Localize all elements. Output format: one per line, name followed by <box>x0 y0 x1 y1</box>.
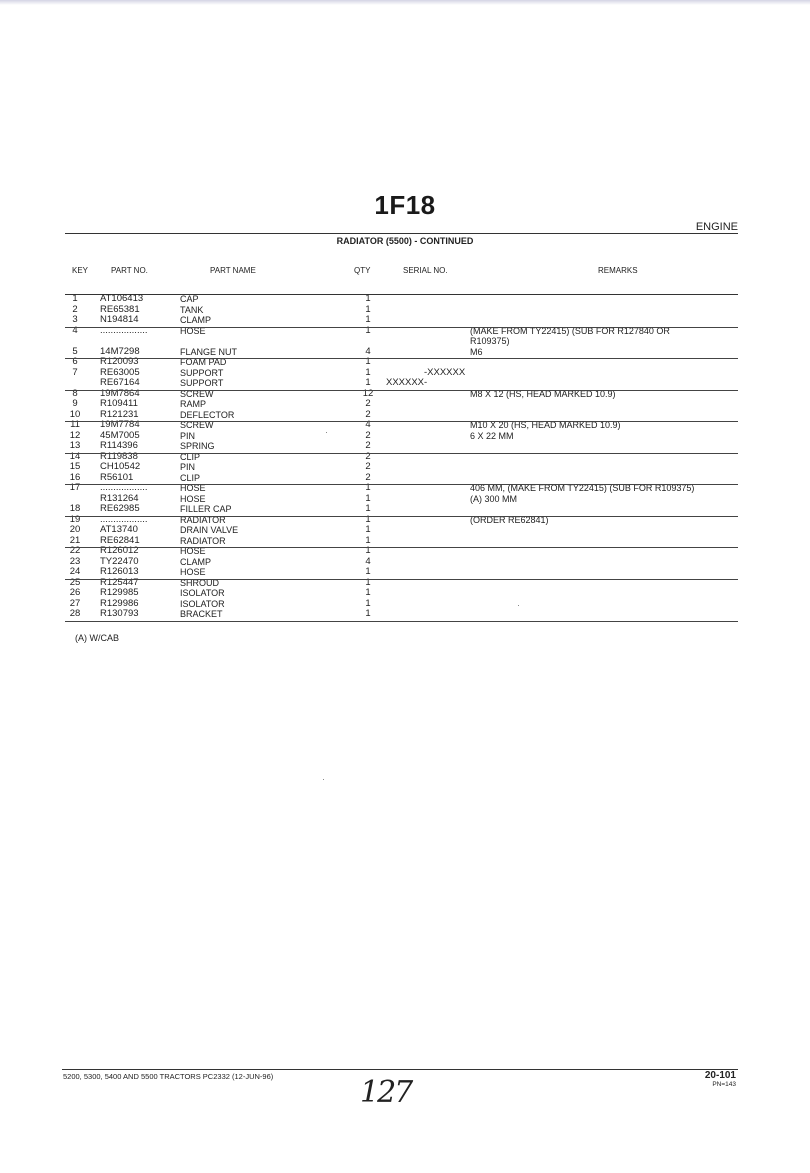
footnote: (A) W/CAB <box>75 633 119 643</box>
scan-speck <box>326 432 327 433</box>
row-part-name: SCREW <box>180 420 214 430</box>
row-part-name: RADIATOR <box>180 535 226 546</box>
row-qty: 2 <box>365 461 371 472</box>
row-part-no: AT13740 <box>100 524 138 535</box>
row-part-name: CLIP <box>180 472 201 483</box>
footer-model-info: 5200, 5300, 5400 AND 5500 TRACTORS PC2332 (12-JUN-96) <box>63 1072 274 1081</box>
row-part-name: SUPPORT <box>180 378 224 388</box>
row-part-no: .................. <box>100 482 148 493</box>
row-qty: 1 <box>365 513 371 525</box>
row-part-name: ISOLATOR <box>180 598 225 609</box>
row-part-no: RE67164 <box>100 377 140 388</box>
section-label: ENGINE <box>695 221 738 233</box>
row-qty: 1 <box>365 608 371 619</box>
row-part-no: R129986 <box>100 597 139 609</box>
row-remarks: R109375) <box>470 336 510 346</box>
row-key: 12 <box>69 429 81 441</box>
row-remarks: (ORDER RE62841) <box>470 514 549 525</box>
row-part-name: HOSE <box>180 546 206 556</box>
scan-speck <box>323 779 324 780</box>
row-qty: 1 <box>365 576 371 588</box>
row-key: 3 <box>72 314 78 325</box>
row-key: 7 <box>72 366 78 378</box>
table-row <box>0 567 810 578</box>
row-part-name: HOSE <box>180 483 206 493</box>
row-key: 15 <box>69 461 81 472</box>
row-key: 19 <box>69 513 81 525</box>
row-remarks: 6 X 22 MM <box>470 430 514 441</box>
row-key: 25 <box>69 576 81 588</box>
handwritten-page-number: 127 <box>360 1075 412 1110</box>
table-row <box>0 588 810 599</box>
row-qty: 1 <box>365 324 371 336</box>
row-part-no: R109411 <box>100 398 138 409</box>
group-divider <box>65 421 738 422</box>
row-key: 22 <box>69 545 81 556</box>
row-remarks: (A) 300 MM <box>470 493 518 504</box>
table-row <box>0 336 810 347</box>
row-remarks: M6 <box>470 346 483 357</box>
row-part-name: TANK <box>180 304 204 315</box>
row-part-name: FILLER CAP <box>180 504 232 514</box>
header-rule <box>65 233 738 234</box>
row-part-name: CLAMP <box>180 556 212 567</box>
row-part-no: R120093 <box>100 356 139 367</box>
row-part-name: RADIATOR <box>180 514 226 525</box>
row-part-no: R56101 <box>100 471 134 483</box>
row-qty: 2 <box>365 398 371 409</box>
row-key: 20 <box>69 524 81 535</box>
table-row <box>0 609 810 620</box>
row-part-no: R129985 <box>100 587 139 598</box>
row-part-no: 19M7784 <box>100 419 140 430</box>
row-part-no: R125447 <box>100 576 139 588</box>
row-part-no: 45M7005 <box>100 429 140 441</box>
row-part-no: R114396 <box>100 440 138 451</box>
row-part-no: R121231 <box>100 408 139 420</box>
row-part-no: R126013 <box>100 566 139 577</box>
row-part-name: CLAMP <box>180 315 212 325</box>
row-remarks: 406 MM, (MAKE FROM TY22415) (SUB FOR R109375) <box>470 483 695 493</box>
row-key: 9 <box>72 398 78 409</box>
row-part-name: BRACKET <box>180 609 223 619</box>
row-part-name: DRAIN VALVE <box>180 525 239 535</box>
row-part-no: 14M7298 <box>100 345 140 357</box>
row-key: 5 <box>72 345 78 357</box>
group-divider <box>65 621 738 622</box>
row-part-no: R119838 <box>100 450 138 462</box>
pn-number: PN=143 <box>712 1081 736 1088</box>
row-qty: 1 <box>365 482 371 493</box>
row-key: 23 <box>69 555 81 567</box>
row-qty: 4 <box>365 419 371 430</box>
row-qty: 12 <box>362 387 374 399</box>
row-part-name: SPRING <box>180 441 215 451</box>
row-part-no: RE65381 <box>100 303 140 315</box>
row-part-name: PIN <box>180 430 196 441</box>
col-header-part-name: PART NAME <box>210 266 256 275</box>
group-divider <box>65 547 738 548</box>
row-qty: 1 <box>365 377 371 388</box>
row-part-name: FOAM PAD <box>180 357 227 367</box>
table-row <box>0 441 810 452</box>
scan-edge <box>0 0 810 5</box>
row-qty: 1 <box>365 534 371 546</box>
col-header-key: KEY <box>72 266 89 275</box>
row-key: 2 <box>72 303 78 315</box>
group-divider <box>65 579 738 580</box>
table-row <box>0 378 810 389</box>
row-part-no: R130793 <box>100 608 139 619</box>
col-header-serial-no: SERIAL NO. <box>403 266 448 275</box>
table-row <box>0 504 810 515</box>
row-key: 18 <box>69 503 81 514</box>
table-row <box>0 294 810 305</box>
row-part-no: 19M7864 <box>100 387 140 399</box>
row-part-no: AT106413 <box>100 293 144 304</box>
row-part-name: HOSE <box>180 493 206 504</box>
row-key: 24 <box>69 566 81 577</box>
col-header-qty: QTY <box>354 266 371 275</box>
row-qty: 2 <box>365 408 371 420</box>
table-row <box>0 399 810 410</box>
row-part-name: RAMP <box>180 399 207 409</box>
row-key: 11 <box>70 419 80 430</box>
row-key: 1 <box>72 293 78 304</box>
row-key: 14 <box>69 450 81 462</box>
row-part-name: SHROUD <box>180 577 220 588</box>
row-part-no: R131264 <box>100 492 139 504</box>
col-header-part-no: PART NO. <box>111 266 148 275</box>
row-qty: 1 <box>365 492 371 504</box>
row-part-name: HOSE <box>180 567 206 577</box>
row-qty: 2 <box>365 471 371 483</box>
table-subtitle: RADIATOR (5500) - CONTINUED <box>336 236 474 246</box>
group-divider <box>65 390 738 391</box>
scan-speck <box>518 605 519 606</box>
row-key: 26 <box>69 587 81 598</box>
row-qty: 4 <box>365 555 371 567</box>
row-qty: 1 <box>365 303 371 315</box>
page-number: 20-101 <box>704 1070 736 1081</box>
row-qty: 2 <box>365 440 371 451</box>
row-part-no: TY22470 <box>100 555 139 567</box>
row-remarks: M8 X 12 (HS, HEAD MARKED 10.9) <box>470 388 616 399</box>
row-key: 10 <box>69 408 81 420</box>
row-part-no: .................. <box>100 513 148 525</box>
row-key: 4 <box>72 324 78 336</box>
row-part-name: CAP <box>180 294 199 304</box>
row-qty: 1 <box>365 366 371 378</box>
row-qty: 1 <box>365 356 371 367</box>
row-part-name: CLIP <box>180 451 201 462</box>
table-row <box>0 315 810 326</box>
row-part-no: RE63005 <box>100 366 140 378</box>
row-qty: 1 <box>365 314 371 325</box>
row-part-no: .................. <box>100 324 148 336</box>
row-key: 6 <box>72 356 78 367</box>
table-row <box>0 462 810 473</box>
group-divider <box>65 516 738 517</box>
row-key: 16 <box>69 471 81 483</box>
row-qty: 1 <box>365 597 371 609</box>
group-divider <box>65 358 738 359</box>
row-remarks: M10 X 20 (HS, HEAD MARKED 10.9) <box>470 420 621 430</box>
row-serial-no: XXXXXX- <box>386 377 428 388</box>
page-title: 1F18 <box>374 190 436 220</box>
footer-rule <box>62 1069 738 1070</box>
row-part-name: DEFLECTOR <box>180 409 235 420</box>
row-qty: 1 <box>365 566 371 577</box>
table-row <box>0 525 810 536</box>
row-remarks: (MAKE FROM TY22415) (SUB FOR R127840 OR <box>470 325 670 336</box>
row-qty: 2 <box>365 450 371 462</box>
row-qty: 2 <box>365 429 371 441</box>
row-key: 28 <box>69 608 81 619</box>
row-part-name: FLANGE NUT <box>180 346 238 357</box>
row-qty: 1 <box>365 587 371 598</box>
row-qty: 4 <box>365 345 371 357</box>
row-qty: 1 <box>365 293 371 304</box>
row-qty: 1 <box>365 545 371 556</box>
row-key: 27 <box>69 597 81 609</box>
row-part-no: RE62985 <box>100 503 140 514</box>
row-key: 8 <box>72 387 78 399</box>
row-part-no: CH10542 <box>100 461 141 472</box>
col-header-remarks: REMARKS <box>598 266 638 275</box>
row-serial-no: -XXXXXX <box>424 366 466 378</box>
row-qty: 1 <box>365 503 371 514</box>
row-key: 17 <box>69 482 81 493</box>
row-part-name: PIN <box>180 462 196 472</box>
row-part-no: RE62841 <box>100 534 140 546</box>
row-part-no: R126012 <box>100 545 139 556</box>
row-key: 13 <box>69 440 81 451</box>
row-key: 21 <box>69 534 81 546</box>
group-divider <box>65 327 738 328</box>
group-divider <box>65 484 738 485</box>
row-part-name: SUPPORT <box>180 367 224 378</box>
row-part-name: HOSE <box>180 325 206 336</box>
row-qty: 1 <box>365 524 371 535</box>
row-part-name: ISOLATOR <box>180 588 225 598</box>
group-divider <box>65 453 738 454</box>
row-part-no: N194814 <box>100 314 139 325</box>
row-part-name: SCREW <box>180 388 214 399</box>
